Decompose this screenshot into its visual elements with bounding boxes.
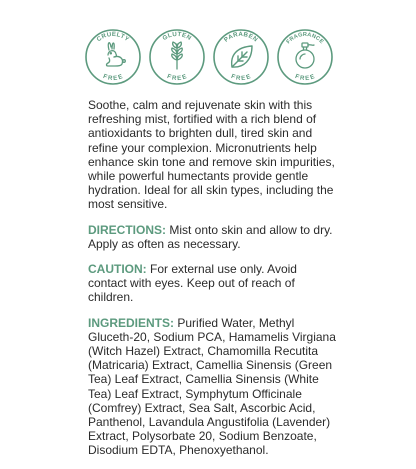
perfume-bottle-icon: [296, 43, 314, 68]
ingredients-section: [88, 316, 338, 458]
svg-text:FREE: [102, 73, 124, 82]
leaf-icon: [232, 46, 252, 67]
badge-bottom-label: FREE: [230, 73, 252, 83]
description: Soothe, calm and rejuvenate skin with this refreshing mist, fortified with a rich blend of antioxidants to brighten dull, tired skin and refine your complexion. Micronutrients help enhance skin tone and remove skin impurities, while powerful humectants provide gentle hydration. Ideal for all skin types, including the most sensitive.: [88, 98, 335, 212]
caution-section: [88, 262, 338, 305]
paraben-free-badge: [212, 28, 270, 86]
svg-text:FREE: [166, 73, 188, 82]
gluten-free-badge: [148, 28, 206, 86]
caution-label: CAUTION:: [88, 262, 147, 277]
svg-text:FREE: [294, 73, 316, 82]
directions-label: DIRECTIONS:: [88, 222, 166, 237]
rabbit-icon: [107, 43, 126, 66]
svg-text:FREE: [230, 73, 252, 82]
fragrance-free-badge: [276, 28, 334, 86]
badge-top-label: GLUTEN: [161, 30, 193, 43]
wheat-icon: [172, 42, 183, 69]
ingredients-text: Purified Water, Methyl Gluceth-20, Sodium PCA, Hamamelis Virgiana (Witch Hazel) Extract, Chamomilla Recutita (Matricaria) Extract, Camellia Sinensis (Green Tea) Leaf Extract, Camellia Sinensis (White Tea) Leaf Extract, Symphytum Officinale (Comfrey) Extract, Sea Salt, Ascorbic Acid, Panthenol, Lavandula Angustifolia (Lavender) Extract, Polysorbate 20, Sodium Benzoate, Disodium EDTA, Phenoxyethanol.: [88, 315, 336, 458]
badge-bottom-label: FREE: [102, 73, 124, 83]
badge-bottom-label: FREE: [166, 73, 188, 83]
caution-text: For external use only. Avoid contact with eyes. Keep out of reach of children.: [88, 262, 297, 305]
badge-bottom-label: FREE: [294, 73, 316, 83]
badge-row: [84, 28, 336, 86]
directions-text: Mist onto skin and allow to dry. Apply as often as necessary.: [88, 222, 333, 251]
badge-top-label: FRAGRANCE: [285, 32, 325, 46]
badge-top-label: CRUELTY: [95, 30, 131, 44]
ingredients-label: INGREDIENTS:: [88, 315, 175, 330]
cruelty-free-badge: [84, 28, 142, 86]
product-text: [88, 98, 338, 469]
directions-section: [88, 223, 338, 251]
badge-top-label: PARABEN: [222, 30, 260, 44]
